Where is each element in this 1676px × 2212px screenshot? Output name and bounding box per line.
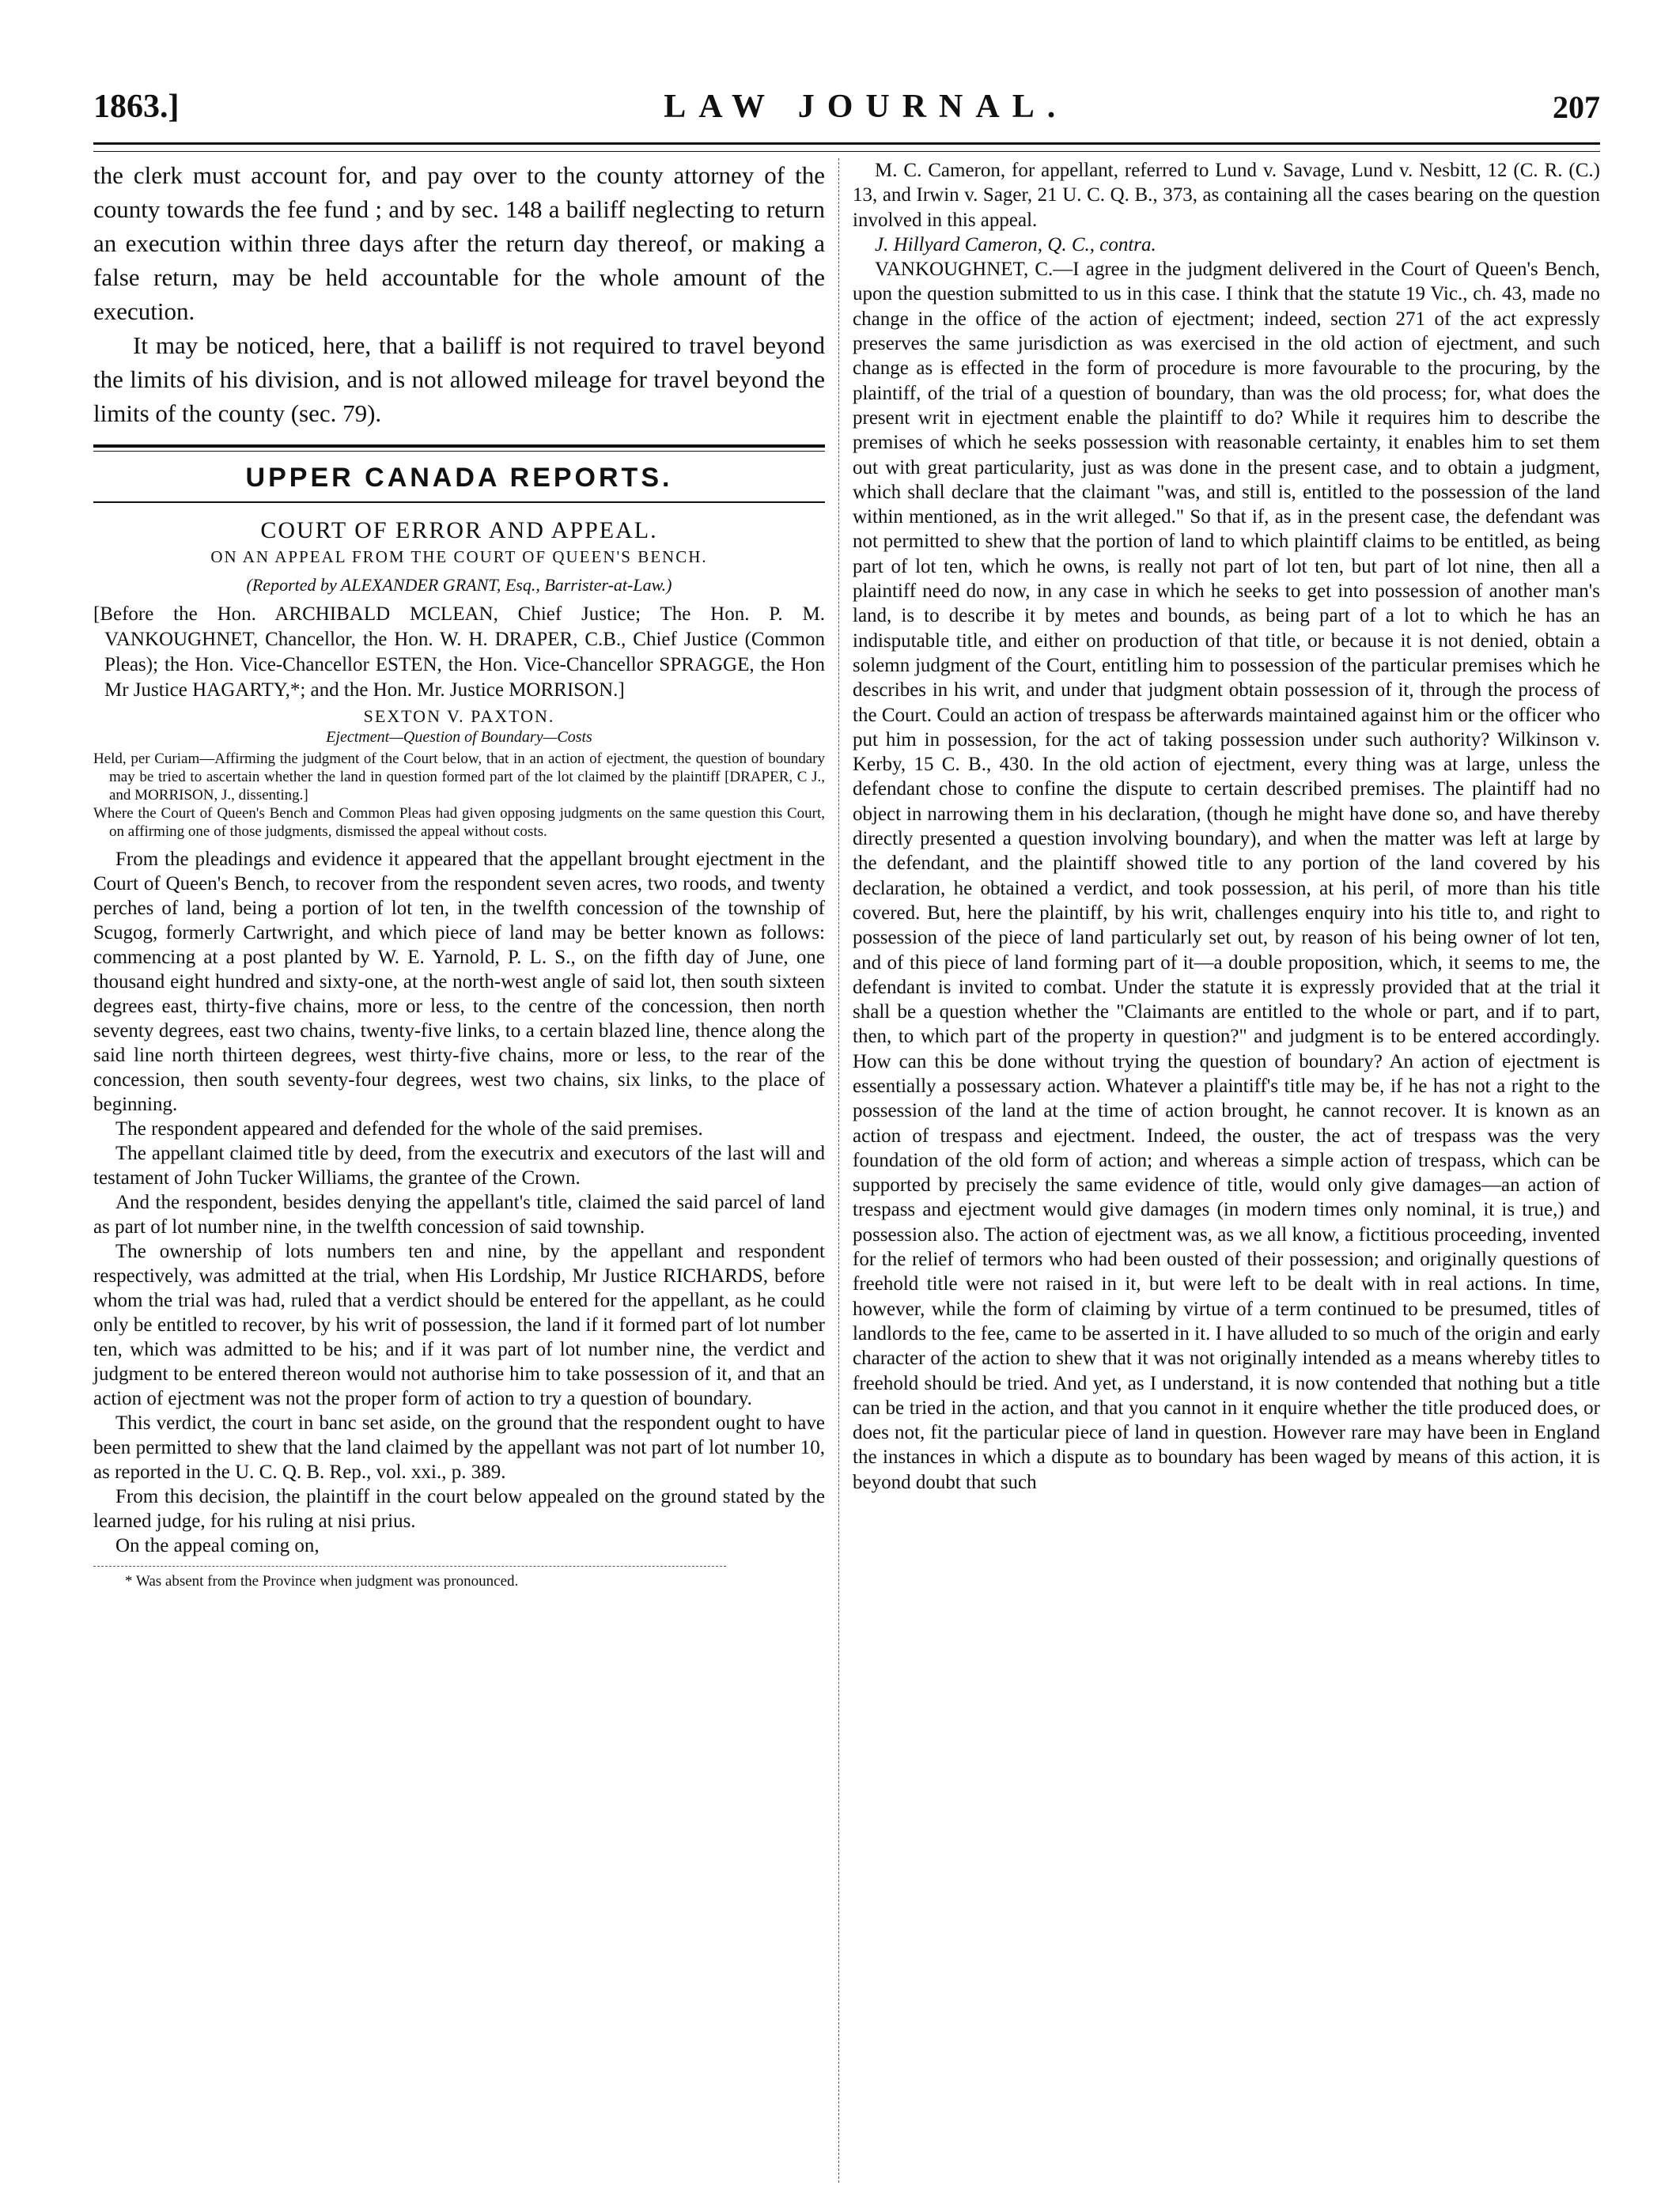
headnote: Held, per Curiam—Affirming the judgment of the Court below, that in an action of ejectment, the question of boundary may be tried to ascertain whether the land in question formed part of the lot claimed by the plaintiff [DRAPER, C J., and MORRISON, J., dissenting.] <box>93 751 825 804</box>
case-name: SEXTON V. PAXTON. <box>363 706 555 726</box>
body-paragraph: The respondent appeared and defended for the whole of the said premises. <box>115 1118 703 1140</box>
column-divider <box>838 158 839 2183</box>
counsel-paragraph: M. C. Cameron, for appellant, referred to Lund v. Savage, Lund v. Nesbitt, 12 (C. R. (C.) 13, and Irwin v. Sager, 21 U. C. Q. B., 373, as containing all the cases bearing on the question involved in this appeal. <box>853 160 1600 231</box>
body-paragraph: This verdict, the court in banc set aside, on the ground that the respondent ought to have been permitted to shew that the land claimed by the appellant was not part of lot number 10, as reported in the U. C. Q. B. Rep., vol. xxi., p. 389. <box>93 1412 825 1483</box>
body-paragraph: From the pleadings and evidence it appeared that the appellant brought ejectment in the Court of Queen's Bench, to recover from the respondent seven acres, two roods, and twenty perches of land, being a portion of lot ten, in the twelfth concession of the township of Scugog, formerly Cartwright, and which piece of land may be better known as follows: commencing at a post planted by W. E. Yarnold, P. L. S., on the fifth day of June, one thousand eight hundred and sixty-one, at the north-west angle of said lot, then south sixteen degrees east, thirty-five chains, more or less, to the centre of the concession, then north seventy degrees, east two chains, twenty-five links, to a certain blazed line, thence along the said line north thirteen degrees, west thirty-five chains, more or less, to the rear of the concession, then south seventy-four degrees, west two chains, six links, to the place of beginning. <box>93 849 825 1115</box>
body-paragraph: And the respondent, besides denying the appellant's title, claimed the said parcel of land as part of lot number nine, in the twelfth concession of said township. <box>93 1192 825 1238</box>
journal-page <box>93 79 1600 2183</box>
section-rule-thin <box>93 501 825 503</box>
body-paragraph: From this decision, the plaintiff in the court below appealed on the ground stated by the learned judge, for his ruling at nisi prius. <box>93 1486 825 1532</box>
body-paragraph: The appellant claimed title by deed, from the executrix and executors of the last will and testament of John Tucker Williams, the grantee of the Crown. <box>93 1143 825 1189</box>
reporter-line: (Reported by ALEXANDER GRANT, Esq., Barrister-at-Law.) <box>246 575 672 595</box>
footnote: * Was absent from the Province when judgment was pronounced. <box>125 1573 519 1590</box>
court-title: COURT OF ERROR AND APPEAL. <box>260 517 658 543</box>
section-title: UPPER CANADA REPORTS. <box>245 463 673 493</box>
headnote: Where the Court of Queen's Bench and Common Pleas had given opposing judgments on the same question this Court, on affirming one of those judgments, dismissed the appeal without costs. <box>93 805 825 840</box>
body-paragraph: On the appeal coming on, <box>115 1535 320 1556</box>
section-rule <box>93 444 825 452</box>
footnote-rule <box>93 1566 726 1567</box>
catchwords: Ejectment—Question of Boundary—Costs <box>326 728 592 746</box>
running-header <box>93 79 1600 134</box>
counsel-paragraph: J. Hillyard Cameron, Q. C., contra. <box>875 233 1156 255</box>
intro-paragraph: the clerk must account for, and pay over to the county attorney of the county towards the fee fund ; and by sec. 148 a bailiff neglecting to return an execution within three days after the return day thereof, or making a false return, may be held accountable for the whole amount of the execution. <box>93 161 825 325</box>
bench-line: [Before the Hon. ARCHIBALD MCLEAN, Chief Justice; The Hon. P. M. VANKOUGHNET, Chancellor, the Hon. W. H. DRAPER, C.B., Chief Justice (Common Pleas); the Hon. Vice-Chancellor ESTEN, the Hon. Vice-Chancellor SPRAGGE, the Hon Mr Justice HAGARTY,*; and the Hon. Mr. Justice MORRISON.] <box>93 603 825 701</box>
header-rule <box>93 142 1600 152</box>
page-number: 207 <box>1553 89 1600 125</box>
left-column <box>93 158 825 2183</box>
judgment-paragraph: VANKOUGHNET, C.—I agree in the judgment delivered in the Court of Queen's Bench, upon the question submitted to us in this case. I think that the statute 19 Vic., ch. 43, made no change in the office of the action of ejectment; indeed, section 271 of the act expressly preserves the same jurisdiction as was exercised in the old action of ejectment, and such change as is effected in the form of procedure is more favourable to the procuring, by the plaintiff, of the trial of a question of boundary, than was the old process; for, what does the present writ in ejectment enable the plaintiff to do? While it requires him to describe the premises of which he seeks possession with reasonable certainty, it enables him to set them out with great particularity, just as was done in the present case, and to obtain a judgment, which shall declare that the claimant "was, and still is, entitled to the possession of the land within mentioned, as in the writ alleged." So that if, as in the present case, the defendant was not permitted to shew that the portion of land to which plaintiff claims to be entitled, as being part of lot ten, which he owns, is really not part of lot ten, but part of lot nine, then all a plaintiff need do now, in any case in which he seeks to get into possession of another man's land, is to describe it by metes and bounds, as being part of a lot to which he has an indisputable title, and either on production of that title, or because it is not denied, obtain a solemn judgment of the Court, entitling him to possession of the particular premises which he describes in his writ, and under that judgment obtain possession of it, through the process of the Court. Could an action of trespass be afterwards maintained against him or the officer who put him in possession, for the act of taking possession under such authority? Wilkinson v. Kerby, 15 C. B., 430. In the old action of ejectment, every thing was at large, unless the defendant chose to confine the dispute to certain described premises. The plaintiff had no object in narrowing them in his declaration, (though he might have done so, and have thereby directly presented a question involving boundary), and when the matter was left at large by the defendant, and the plaintiff showed title to any portion of the land covered by his declaration, he obtained a verdict, and took possession, at his peril, of more than his title covered. But, here the plaintiff, by his writ, challenges enquiry into his title to, and right to possession of the piece of land particularly set out, by reason of his being owner of lot ten, and of this piece of land forming part of it—a double proposition, which, it seems to me, the defendant is invited to combat. Under the statute it is expressly provided that at the trial it shall be a question whether the "Claimants are entitled to the whole or part, and if to part, then, to which part of the property in question?" and judgment is to be entered accordingly. How can this be done without trying the question of boundary? An action of ejectment is essentially a possessary action. Whatever a plaintiff's title may be, if he has not a right to the possession of the land at the time of action brought, he cannot recover. It is known as an action of trespass and ejectment. Indeed, the ouster, the act of trespass was the very foundation of the old form of action; and whereas a simple action of trespass, which can be supported by precisely the same evidence of title, would only give damages—an action of trespass and ejectment would give damages (in modern times only nominal, it is true,) and possession also. The action of ejectment was, as we all know, a fictitious proceeding, invented for the relief of termors who had been ousted of their possession; and originally questions of freehold title were not raised in it, but were left to be dealt with in real actions. In time, however, while the form of claiming by virtue of a term continued to be presumed, titles of landlords to the fee, came to be asserted in it. I have alluded to so much of the origin and early character of the action to shew that it was not originally intended as a means whereby titles to freehold should be tried. And yet, as I understand, it is now contended that nothing but a title can be tried in the action, and that you cannot in it enquire whether the title produced does, or does not, fit the particular piece of land in question. However rare may have been in England the instances in which a dispute as to boundary has been waged by means of this action, it is beyond doubt that such <box>853 259 1600 1493</box>
intro-paragraph: It may be noticed, here, that a bailiff is not required to travel beyond the limits of his division, and is not allowed mileage for travel beyond the limits of the county (sec. 79). <box>93 331 825 427</box>
header-year: 1863.] <box>93 89 180 125</box>
right-column <box>853 158 1600 2183</box>
appeal-line: ON AN APPEAL FROM THE COURT OF QUEEN'S BENCH. <box>210 547 708 566</box>
journal-title: LAW JOURNAL. <box>664 89 1069 125</box>
body-paragraph: The ownership of lots numbers ten and nine, by the appellant and respondent respectively, was admitted at the trial, when His Lordship, Mr Justice RICHARDS, before whom the trial was had, ruled that a verdict should be entered for the appellant, as he could only be entitled to recover, by his writ of possession, the land if it formed part of lot number ten, which was admitted to be his; and if it was part of lot number nine, the verdict and judgment to be entered thereon would not authorise him to take possession of it, and that an action of ejectment was not the proper form of action to try a question of boundary. <box>93 1241 825 1409</box>
